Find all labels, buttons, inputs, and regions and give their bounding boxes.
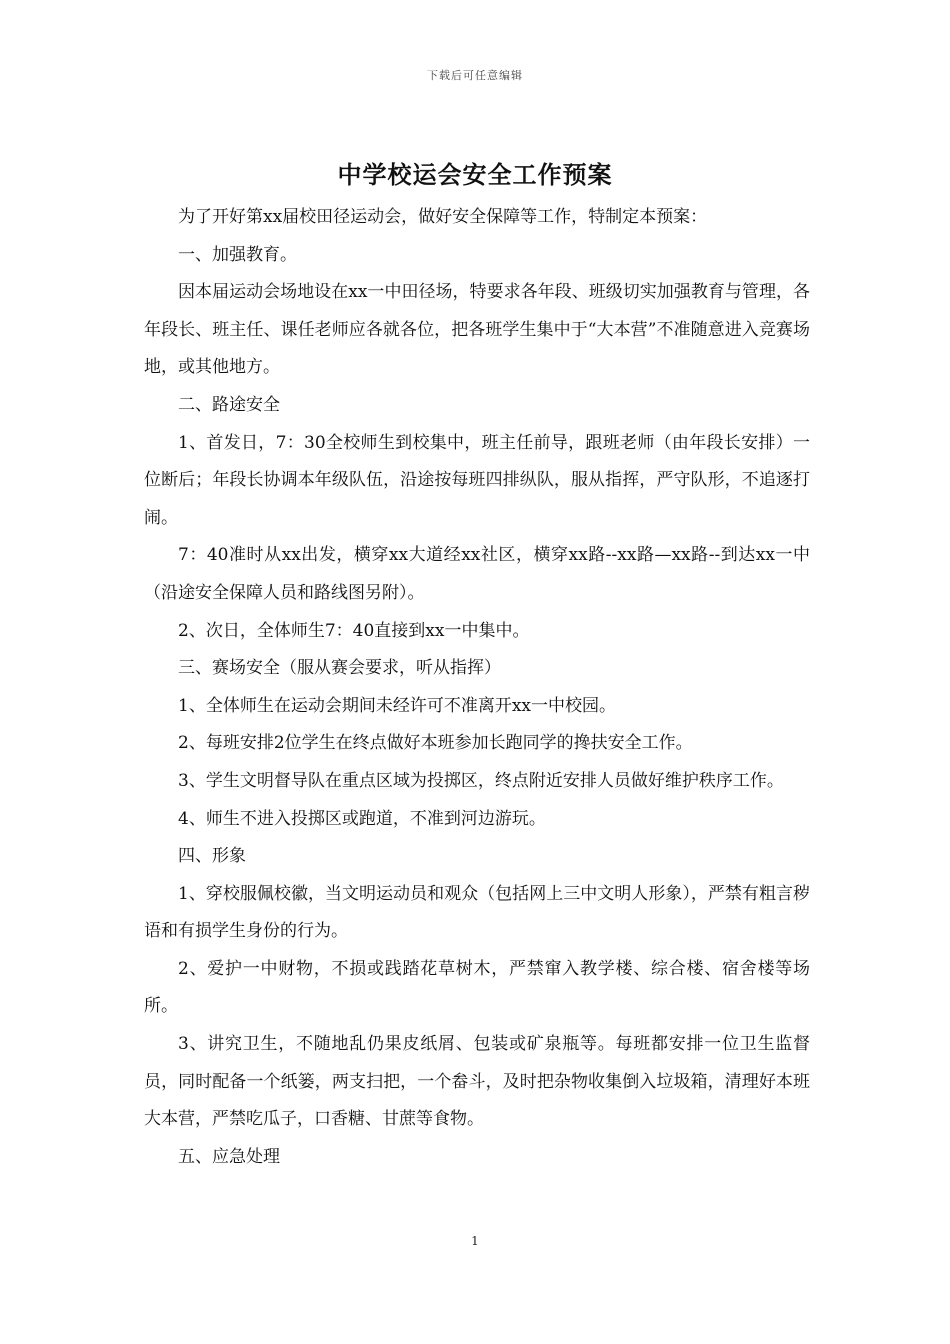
paragraph-venue-2: 2、每班安排2位学生在终点做好本班参加长跑同学的搀扶安全工作。 [178, 733, 693, 754]
paragraph-image-1: 1、穿校服佩校徽，当文明运动员和观众（包括网上三中文明人形象），严禁有粗言秽语和有损学生身份的行为。 [144, 883, 810, 942]
paragraph-venue-3: 3、学生文明督导队在重点区域为投掷区，终点附近安排人员做好维护秩序工作。 [178, 770, 784, 791]
section-heading-education: 一、加强教育。 [178, 244, 297, 265]
paragraph-intro: 为了开好第xx届校田径运动会，做好安全保障等工作，特制定本预案： [178, 207, 708, 227]
section-heading-emergency: 五、应急处理 [178, 1146, 280, 1167]
section-heading-route-safety: 二、路途安全 [178, 394, 280, 415]
paragraph-route-2: 2、次日，全体师生7：40直接到xx一中集中。 [178, 620, 530, 641]
paragraph-venue-4: 4、师生不进入投掷区或跑道，不准到河边游玩。 [178, 808, 546, 829]
paragraph-route-1: 1、首发日，7：30全校师生到校集中，班主任前导，跟班老师（由年段长安排）一位断后；年段长协调本年级队伍，沿途按每班四排纵队，服从指挥，严守队形，不追逐打闹。 [144, 432, 810, 528]
page-number: 1 [471, 1234, 479, 1248]
section-heading-venue-safety: 三、赛场安全（服从赛会要求，听从指挥） [178, 658, 501, 679]
header-note: 下载后可任意编辑 [427, 69, 523, 82]
paragraph-image-2: 2、爱护一中财物，不损或践踏花草树木，严禁窜入教学楼、综合楼、宿舍楼等场所。 [144, 958, 810, 1017]
document-body [144, 199, 810, 1176]
paragraph-venue-1: 1、全体师生在运动会期间未经许可不准离开xx一中校园。 [178, 695, 616, 716]
paragraph-image-3: 3、讲究卫生，不随地乱仍果皮纸屑、包装或矿泉瓶等。每班都安排一位卫生监督员，同时配备一个纸篓，两支扫把，一个畚斗，及时把杂物收集倒入垃圾箱，清理好本班大本营，严禁吃瓜子，口香糖、甘蔗等食物。 [144, 1034, 810, 1130]
document-title: 中学校运会安全工作预案 [337, 160, 613, 189]
paragraph-route-departure: 7：40准时从xx出发，横穿xx大道经xx社区，横穿xx路--xx路—xx路--到达xx一中（沿途安全保障人员和路线图另附）。 [144, 545, 810, 603]
paragraph-education: 因本届运动会场地设在xx一中田径场，特要求各年段、班级切实加强教育与管理，各年段长、班主任、课任老师应各就各位，把各班学生集中于“大本营”不准随意进入竞赛场地，或其他地方。 [144, 282, 810, 378]
section-heading-image: 四、形象 [178, 846, 246, 867]
